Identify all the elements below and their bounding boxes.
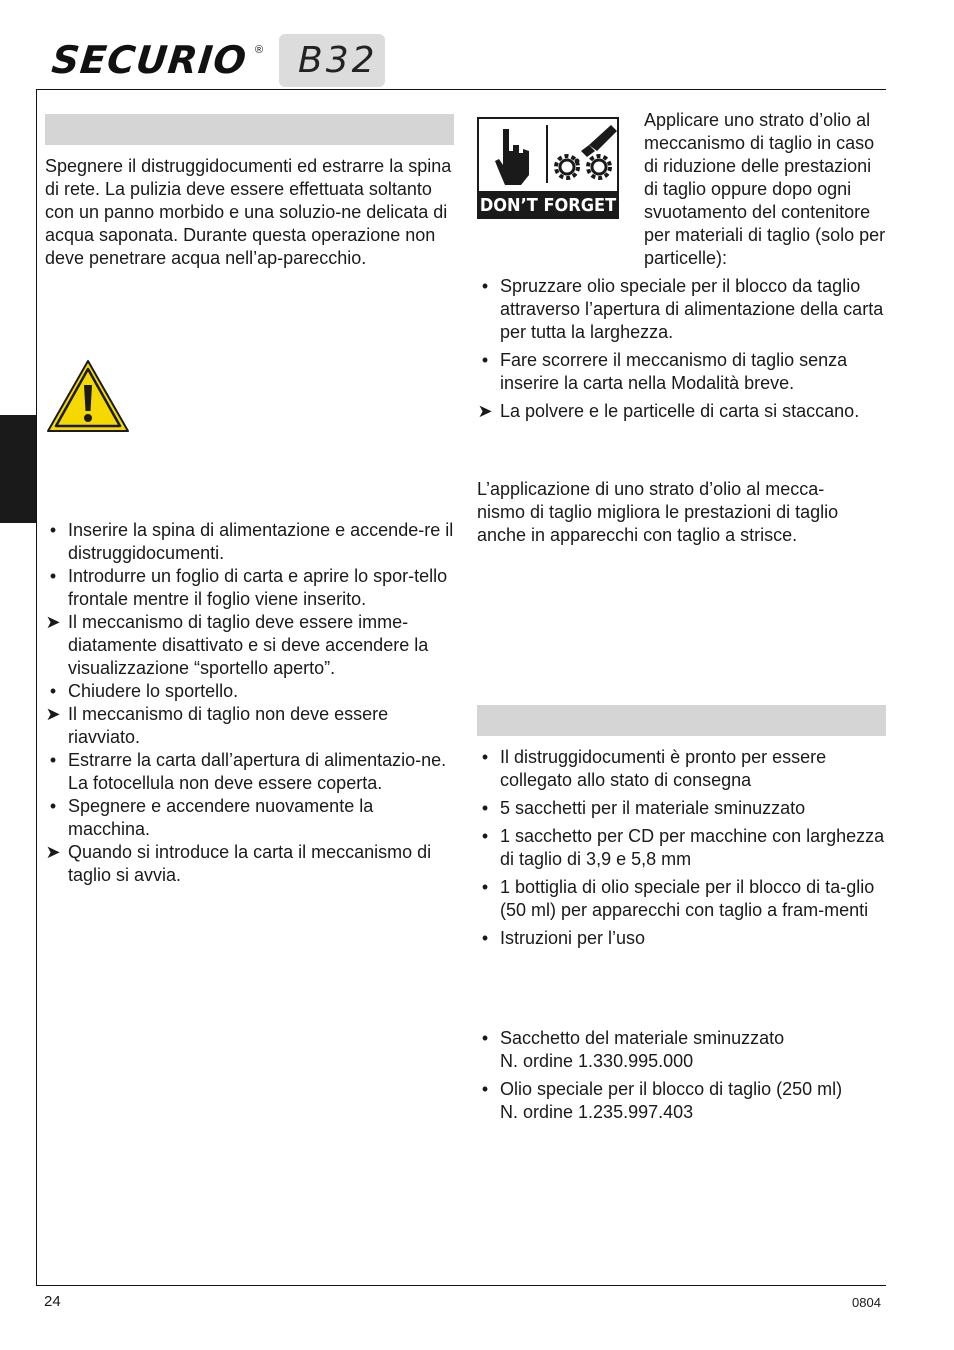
list-item: • 1 sacchetto per CD per macchine con larghezza di taglio di 3,9 e 5,8 mm [481, 826, 885, 869]
model-name: B32 [298, 40, 378, 81]
frame-top-rule [36, 89, 886, 90]
delivery-contents [477, 746, 889, 950]
oil-intro: Applicare uno strato d’olio al meccanismo di taglio in caso di riduzione delle prestazioni di taglio oppure dopo ogni svuotamento del contenitore per materiali di taglio (solo per particelle): [644, 110, 886, 268]
document-code: 0804 [852, 1295, 881, 1310]
dont-forget-label: DON’T FORGET [479, 195, 617, 216]
section-heading-bar [45, 114, 454, 145]
list-item: ➤ Quando si introduce la carta il meccanismo di taglio si avvia. [45, 842, 432, 885]
list-item: • Introdurre un foglio di carta e aprire lo spor-tello frontale mentre il foglio viene inserito. [49, 566, 448, 609]
list-item: • Il distruggidocumenti è pronto per essere collegato allo stato di consegna [481, 747, 827, 790]
list-item: ➤ Il meccanismo di taglio deve essere imme-diatamente disattivato e si deve accendere la visualizzazione “sportello aperto”. [45, 612, 429, 678]
list-item: ➤ Il meccanismo di taglio non deve essere riavviato. [45, 704, 389, 747]
list-item: • Fare scorrere il meccanismo di taglio senza inserire la carta nella Modalità breve. [481, 350, 848, 393]
frame-bottom-rule [36, 1285, 886, 1286]
warning-icon [46, 358, 130, 434]
list-item: • 5 sacchetti per il materiale sminuzzato [481, 798, 806, 818]
section-heading-bar [477, 705, 886, 736]
list-item: ➤ La polvere e le particelle di carta si staccano. [477, 401, 860, 421]
page-number: 24 [44, 1293, 61, 1310]
function-test-steps [45, 519, 457, 887]
section-tab [0, 415, 36, 523]
order-number: N. ordine 1.235.997.403 [500, 1102, 694, 1122]
list-item: • 1 bottiglia di olio speciale per il blocco di ta-glio (50 ml) per apparecchi con taglio a fram-menti [481, 877, 875, 920]
oil-steps [477, 275, 889, 423]
order-number: N. ordine 1.330.995.000 [500, 1051, 694, 1071]
dont-forget-icon [477, 117, 619, 219]
registered-mark: ® [255, 44, 264, 56]
list-item: • Chiudere lo sportello. [49, 681, 239, 701]
list-item: • Inserire la spina di alimentazione e accende-re il distruggidocumenti. [49, 520, 454, 563]
list-item: • Sacchetto del materiale sminuzzato N. ordine 1.330.995.000 [481, 1028, 785, 1071]
list-item: • Estrarre la carta dall’apertura di alimentazio-ne. La fotocellula non deve essere coperta. [49, 750, 447, 793]
accessories-list [477, 1027, 889, 1124]
brand-logo: SECURIO [49, 38, 250, 82]
list-item: • Spegnere e accendere nuovamente la macchina. [49, 796, 374, 839]
list-item: • Spruzzare olio speciale per il blocco da taglio attraverso l’apertura di alimentazione della carta per tutta la larghezza. [481, 276, 884, 342]
oil-note: L’applicazione di uno strato d’olio al mecca-nismo di taglio migliora le prestazioni di taglio anche in apparecchi con taglio a strisce. [477, 479, 839, 545]
frame-left-rule [36, 89, 37, 1285]
list-item: • Istruzioni per l’uso [481, 928, 646, 948]
cleaning-intro: Spegnere il distruggidocumenti ed estrarre la spina di rete. La pulizia deve essere effettuata soltanto con un panno morbido e una soluzio-ne delicata di acqua saponata. Durante questa operazione non deve penetrare acqua nell’ap-parecchio. [45, 156, 452, 268]
list-item: • Olio speciale per il blocco di taglio (250 ml) N. ordine 1.235.997.403 [481, 1079, 843, 1122]
